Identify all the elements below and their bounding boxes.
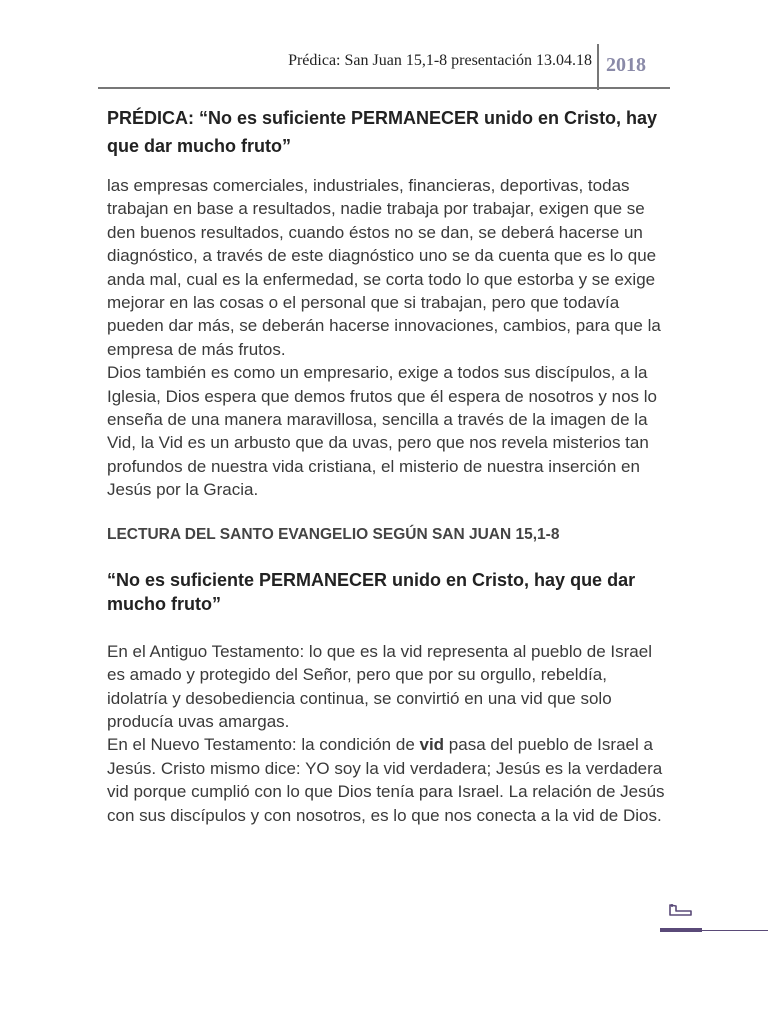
- page-header: [0, 44, 670, 90]
- page-continue-icon: [668, 902, 694, 918]
- body-paragraph: [107, 733, 667, 827]
- header-divider: [597, 44, 599, 90]
- intro-section: [107, 174, 667, 502]
- header-title: Prédica: San Juan 15,1-8 presentación 13.04.18: [288, 52, 592, 69]
- header-rule: [98, 87, 670, 89]
- document-title: PRÉDICA: “No es suficiente PERMANECER unido en Cristo, hay que dar mucho fruto”: [107, 108, 658, 156]
- sermon-subtitle: “No es suficiente PERMANECER unido en Cristo, hay que dar mucho fruto”: [107, 569, 636, 614]
- body-text: En el Nuevo Testamento: la condición de: [107, 735, 420, 755]
- body-section: [107, 640, 667, 827]
- footer-accent-bar: [660, 928, 702, 932]
- intro-paragraph: Dios también es como un empresario, exige a todos sus discípulos, a la Iglesia, Dios espera que demos frutos que él espera de nosotros y nos lo enseña de una manera maravillosa, sencilla a través de la imagen de la Vid, la Vid es un arbusto que da uvas, pero que nos revela misterios tan profundos de nuestra vida cristiana, el misterio de nuestra inserción en Jesús por la Gracia.: [107, 363, 657, 500]
- document-body: [107, 104, 667, 827]
- header-year: 2018: [606, 54, 646, 76]
- reading-heading: LECTURA DEL SANTO EVANGELIO SEGÚN SAN JUAN 15,1-8: [107, 525, 560, 543]
- intro-paragraph: las empresas comerciales, industriales, financieras, deportivas, todas trabajan en base a resultados, nadie trabaja por trabajar, exigen que se den buenos resultados, cuando éstos no se dan, se deberá hacerse un diagnóstico, a través de este diagnóstico uno se da cuenta que es lo que anda mal, cual es la enfermedad, se corta todo lo que estorba y se exige mejorar en las cosas o el personal que si trabajan, pero que todavía pueden dar más, se deberán hacerse innovaciones, cambios, para que la empresa de más frutos.: [107, 176, 661, 359]
- emphasis-text: vid: [419, 735, 445, 755]
- body-text: pasa del pueblo de Israel a Jesús. Cristo mismo dice: YO soy la vid verdadera; Jesús es la verdadera vid porque cumplió con lo que Dios tenía para Israel. La relación de Jesús con sus discípulos y con nosotros, es lo que nos conecta a la vid de Dios.: [107, 735, 665, 825]
- body-paragraph: En el Antiguo Testamento: lo que es la vid representa al pueblo de Israel es amado y protegido del Señor, pero que por su orgullo, rebeldía, idolatría y desobediencia continua, se convirtió en una vid que solo producía uvas amargas.: [107, 641, 652, 731]
